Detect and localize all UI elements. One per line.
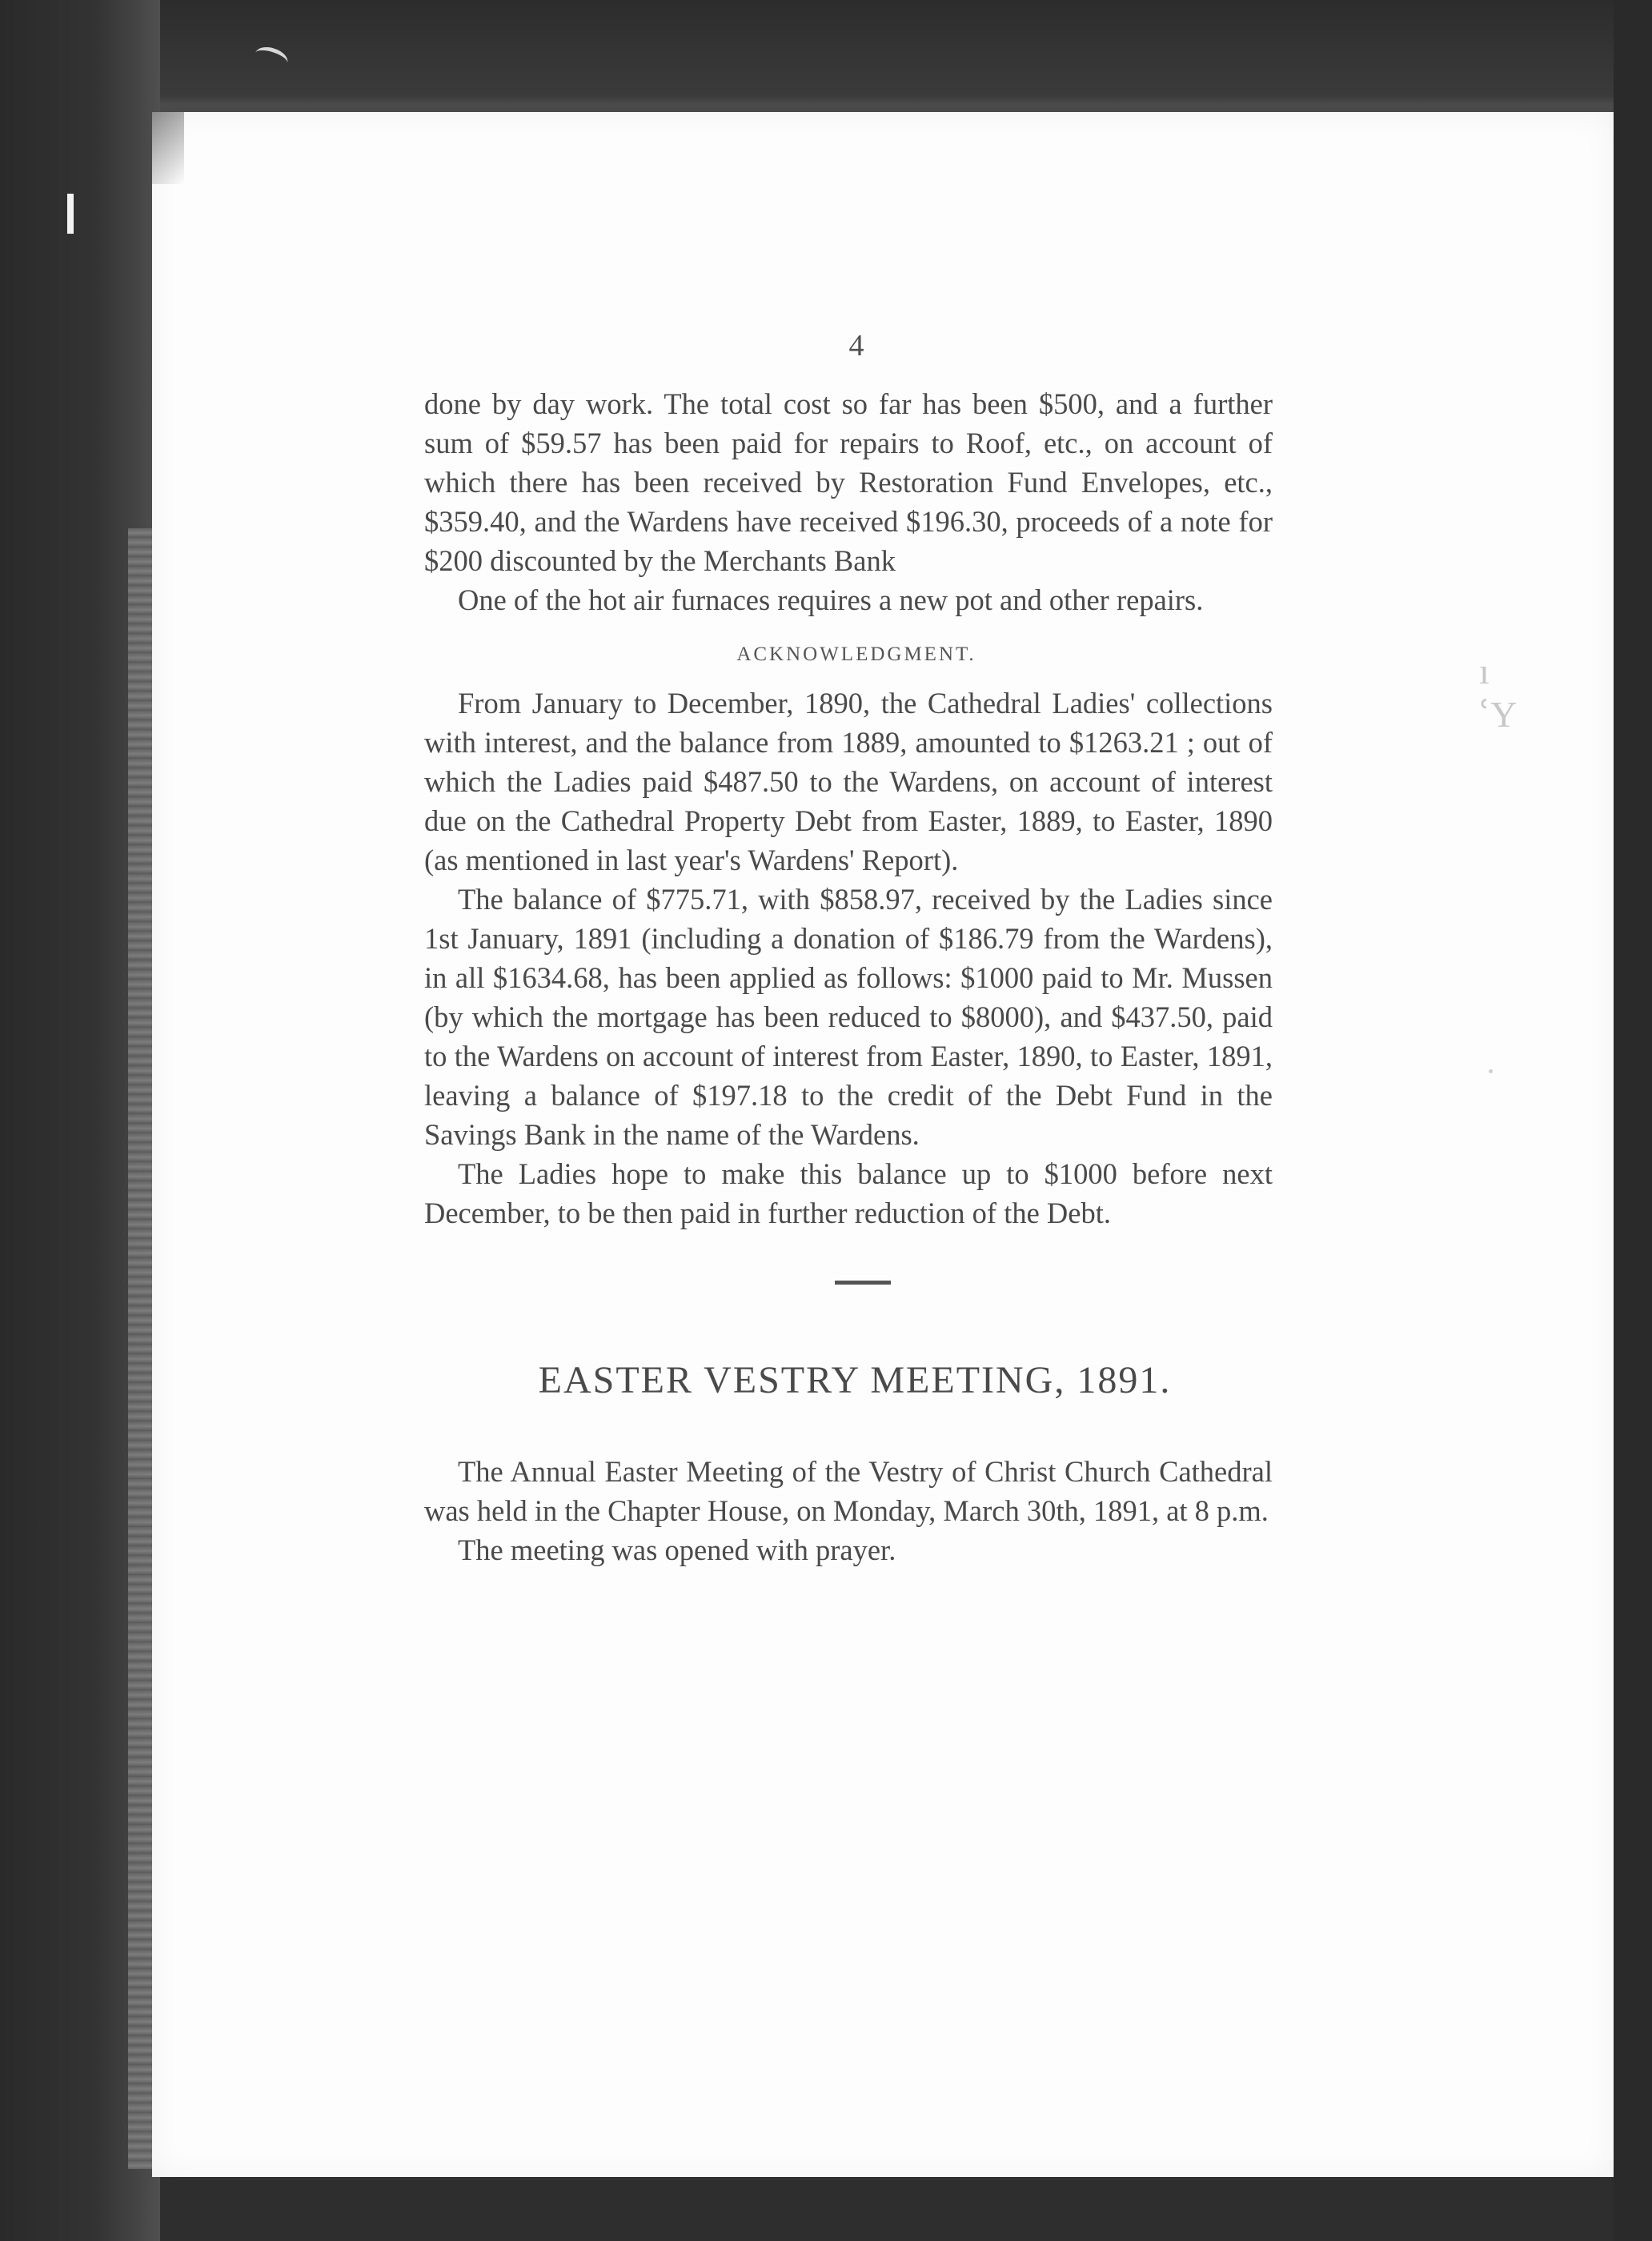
section-divider — [835, 1281, 891, 1285]
margin-mark: ı ՙY — [1479, 651, 1518, 735]
paragraph-repairs: done by day work. The total cost so far has been $500, and a further sum of $59.57 has been paid for repairs to Roof, etc., on account of which there has been received by Restoration Fund Envelopes, etc., $359.40, and the Wardens have received $196.30, proceeds of a note for $200 discounted by the Merchants Bank — [424, 387, 1273, 577]
scan-mark — [67, 194, 74, 234]
acknowledgment-heading: ACKNOWLEDGMENT. — [736, 643, 976, 665]
paragraph-annual-meeting: The Annual Easter Meeting of the Vestry of Christ Church Cathedral was held in the Chapter House, on Monday, March 30th, 1891, at 8 p.m. — [424, 1455, 1273, 1527]
page-content — [424, 328, 1273, 1570]
paragraph-balance-applied: The balance of $775.71, with $858.97, received by the Ladies since 1st January, 1891 (including a donation of $186.79 from the Wardens), in all $1634.68, has been applied as follows: $1000 paid to Mr. Mussen (by which the mortgage has been reduced to $8000), and $437.50, paid to the Wardens on account of interest from Easter, 1890, to Easter, 1891, leaving a balance of $197.18 to the credit of the Debt Fund in the Savings Bank in the name of the Wardens. — [424, 883, 1273, 1151]
page-corner-fold — [152, 112, 184, 184]
vestry-section — [424, 1452, 1273, 1570]
vestry-meeting-heading: EASTER VESTRY MEETING, 1891. — [538, 1359, 1172, 1401]
page-edge-stack — [128, 528, 152, 2169]
margin-dot — [1489, 1069, 1493, 1073]
page-number: 4 — [848, 329, 864, 363]
scanner-right-band — [1614, 0, 1652, 2241]
paragraph-ladies-collections: From January to December, 1890, the Cathedral Ladies' collections with interest, and the balance from 1889, amounted to $1263.21 ; out of which the Ladies paid $487.50 to the Wardens, on account of interest due on the Cathedral Property Debt from Easter, 1889, to Easter, 1890 (as mentioned in last year's Wardens' Report). — [424, 687, 1273, 876]
paragraph-furnaces: One of the hot air furnaces requires a new pot and other repairs. — [458, 583, 1204, 616]
paragraph-ladies-hope: The Ladies hope to make this balance up to $1000 before next December, to be then paid in further reduction of the Debt. — [424, 1157, 1273, 1229]
paragraph-opened-prayer: The meeting was opened with prayer. — [458, 1533, 896, 1566]
